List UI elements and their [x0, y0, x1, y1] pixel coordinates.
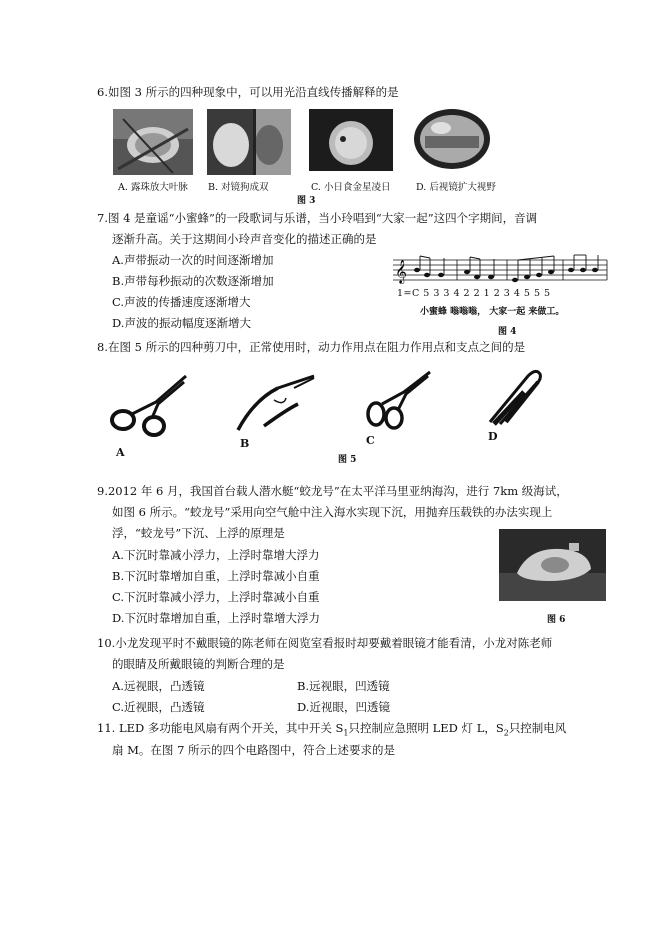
q10-line2: 的眼睛及所戴眼镜的判断合理的是 — [112, 657, 285, 671]
q7-option-a: A.声带振动一次的时间逐渐增加 — [112, 253, 274, 267]
q11-line1-mid: 只控制应急照明 LED 灯 L，S — [348, 721, 504, 735]
q9-line2: 如图 6 所示。“蛟龙号”采用向空气舱中注入海水实现下沉，用抛弃压载铁的办法实现上 — [112, 505, 553, 519]
q7-option-b: B.声带每秒振动的次数逐渐增加 — [112, 274, 274, 288]
scissors-d-label: D — [488, 430, 498, 443]
scissors-d — [484, 368, 550, 426]
q10-option-d: D.近视眼，凹透镜 — [297, 700, 390, 714]
q11-sub1: 1 — [343, 728, 349, 738]
figure-4-label: 图 4 — [498, 327, 517, 337]
q6-stem: 6.如图 3 所示的四种现象中，可以用光沿直线传播解释的是 — [97, 85, 399, 99]
music-staff — [393, 252, 610, 288]
q11-line1-pre: 11. LED 多功能电风扇有两个开关，其中开关 S — [97, 721, 344, 735]
q9-option-d: D.下沉时靠增加自重，上浮时靠增大浮力 — [112, 611, 320, 625]
q10-line1: 10.小龙发现平时不戴眼镜的陈老师在阅览室看报时却要戴着眼镜才能看清，小龙对陈老师 — [97, 636, 553, 650]
scissors-a — [108, 372, 188, 440]
q11-line2: 扇 M。在图 7 所示的四个电路图中，符合上述要求的是 — [112, 743, 396, 757]
scissors-b-label: B — [240, 437, 250, 450]
q7-stem-line1: 7.图 4 是童谣“小蜜蜂”的一段歌词与乐谱，当小玲唱到“大家一起”这四个字期间，音调 — [97, 211, 538, 225]
q10-option-b: B.远视眼，凹透镜 — [297, 679, 390, 693]
q10-option-a: A.远视眼，凸透镜 — [112, 679, 205, 693]
photo-submersible — [499, 529, 606, 601]
q6-caption-b: B. 对镜狗成双 — [208, 182, 269, 193]
q11-sub2: 2 — [503, 728, 509, 738]
scissors-a-label: A — [116, 446, 125, 459]
q6-caption-a: A. 露珠放大叶脉 — [118, 182, 188, 193]
svg-text:𝄞: 𝄞 — [395, 259, 407, 283]
q9-option-c: C.下沉时靠减小浮力，上浮时靠减小自重 — [112, 590, 320, 604]
q8-stem: 8.在图 5 所示的四种剪刀中，正常使用时，动力作用点在阻力作用点和支点之间的是 — [97, 340, 526, 354]
photo-rearview-mirror — [411, 106, 493, 172]
q11-line1 — [97, 720, 566, 741]
photo-dog-mirror — [207, 109, 291, 175]
q9-line3: 浮，“蛟龙号”下沉、上浮的原理是 — [112, 526, 285, 540]
figure-5-label: 图 5 — [338, 455, 357, 465]
q7-stem-line2: 逐渐升高。关于这期间小玲声音变化的描述正确的是 — [112, 232, 377, 246]
q9-line1: 9.2012 年 6 月，我国首台载人潜水艇“蛟龙号”在太平洋马里亚纳海沟，进行 7km 级海试， — [97, 484, 568, 498]
scissors-b — [234, 370, 322, 434]
q6-caption-c: C. 小日食金星凌日 — [311, 182, 391, 193]
score-lyrics: 小蜜蜂 嗡嗡嗡， 大家一起 来做工。 — [420, 307, 565, 317]
q7-option-d: D.声波的振动幅度逐渐增大 — [112, 316, 251, 330]
q6-caption-d: D. 后视镜扩大视野 — [416, 182, 496, 193]
figure-6-label: 图 6 — [547, 615, 566, 625]
q10-option-c: C.近视眼，凸透镜 — [112, 700, 205, 714]
figure-3-label: 图 3 — [297, 196, 316, 206]
q7-option-c: C.声波的传播速度逐渐增大 — [112, 295, 251, 309]
scissors-c — [364, 370, 432, 432]
photo-dew-drop — [113, 109, 193, 175]
q11-line1-post: 只控制电风 — [508, 721, 567, 735]
q9-option-b: B.下沉时靠增加自重，上浮时靠减小自重 — [112, 569, 320, 583]
score-numbers: 1=C 5 3 3 4 2 2 1 2 3 4 5 5 5 — [397, 288, 551, 299]
q9-option-a: A.下沉时靠减小浮力，上浮时靠增大浮力 — [112, 548, 320, 562]
photo-venus-transit — [309, 109, 393, 171]
scissors-c-label: C — [366, 434, 375, 447]
